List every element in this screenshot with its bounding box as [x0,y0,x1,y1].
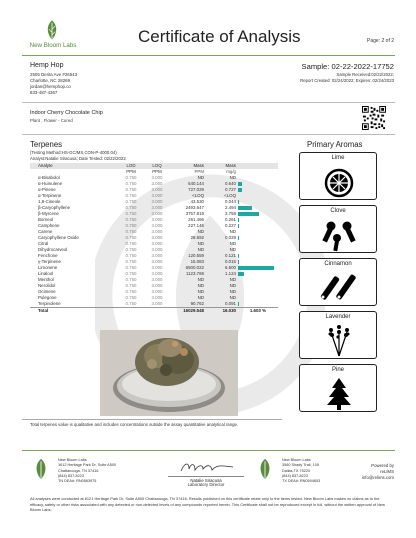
client-address-line1: 2505 Derita Ave #26543 [30,72,78,77]
analyte-mass-ppm: 120.559 [188,253,204,258]
analyte-name: 1,8-Cineole [38,199,61,204]
powered-by [362,463,394,481]
clove-icon [319,216,359,252]
aroma-label: Clove [330,208,346,214]
analyte-lod: 0.750 [125,235,137,240]
lab1-address [58,458,116,484]
analyte-mass-mgg: ND [229,229,236,234]
client-email: jordan@hemphop.co [30,84,71,89]
analyte-mass-ppm: 6500.022 [185,265,204,270]
analyte-name: Fenchone [38,253,58,258]
analyte-lod: 0.750 [125,181,137,186]
analyte-mass-mgg: 0.121 [225,253,236,258]
signatory-title: Laboratory Director [187,482,225,487]
aroma-label: Pine [331,367,344,373]
analyte-mass-ppm: ND [197,295,204,300]
analyte-loq: 3.000 [151,271,163,276]
aroma-card-lavender [299,311,377,359]
analyte-mass-mgg: 1.124 [225,271,236,276]
analyte-loq: 3.000 [151,187,163,192]
analyte-lod: 0.750 [125,193,137,198]
lab2-name: New Bloom Labs [282,458,311,462]
terpenes-table [30,163,278,313]
terpenes-disclaimer: Total terpenes value is qualitative and includes concentrations outside the assay quantitative analytical range. [30,422,239,427]
analyte-lod: 0.750 [125,271,137,276]
concentration-bar [238,254,239,258]
qr-code-icon[interactable] [362,106,386,130]
analyte-name: Ocimene [38,289,56,294]
concentration-bar [238,218,239,222]
analyte-mass-ppm: 43.530 [190,199,204,204]
analyte-lod: 0.750 [125,289,137,294]
analyte-name: α-Humulene [38,181,63,186]
analyte-lod: 0.750 [125,277,137,282]
logo-text: New Bloom Labs [29,42,77,49]
analyte-name: Limonene [38,265,58,270]
analyte-lod: 0.750 [125,301,137,306]
aroma-card-lime [299,152,377,200]
analyte-name: α-Bisabolol [38,175,60,180]
aroma-label: Cinnamon [324,261,352,267]
analyte-lod: 0.750 [125,283,137,288]
sample-id: Sample: 02-22-2022-17752 [301,62,394,71]
lime-icon [319,163,359,199]
analyte-mass-ppm: 640.144 [188,181,204,186]
analyte-loq: 3.000 [151,217,163,222]
analyte-loq: 3.000 [151,295,163,300]
footer-divider [22,450,395,451]
total-label: Total [38,308,49,313]
analyte-mass-mgg: 0.015 [225,259,236,264]
footer-logo-icon [254,458,276,480]
footer-logo-icon [30,458,52,480]
total-percent: 1.603 % [249,308,266,313]
col-mass-mgg: Mass [225,163,236,168]
analyte-loq: 3.000 [151,229,163,234]
aroma-label: Lime [331,155,345,161]
analyte-mass-mgg: ND [229,175,236,180]
signatory-name: Natalie Siracusa [168,476,244,483]
analyte-name: Terpinolene [38,301,61,306]
analyte-mass-mgg: ND [229,241,236,246]
analyte-mass-mgg: 0.029 [225,235,236,240]
analyte-name: Citral [38,241,49,246]
concentration-bar [238,206,252,210]
analyte-lod: 0.750 [125,217,137,222]
section-divider [22,102,395,103]
sample-received: Sample Received:02/22/2022; [336,72,394,77]
col-lod: LOD [126,163,136,168]
table-body [30,175,278,307]
terpenes-title: Terpenes [30,140,63,149]
testing-method: (Testing Method:HS-GC/MS,CON-P-4000.04) [30,150,117,155]
analyte-name: Caryophyllene Oxide [38,235,79,240]
analyte-mass-ppm: ND [197,247,204,252]
product-type: Plant , Flower - Cured [30,118,73,123]
analyte-mass-mgg: 0.044 [225,199,236,204]
powered-name: reLIMS [380,469,394,474]
company-logo [22,19,82,51]
analyte-lod: 0.750 [125,229,137,234]
col-analyte: Analyte [38,163,53,168]
concentration-bar [238,272,244,276]
analyte-mass-mgg: 2.494 [225,205,236,210]
analyte-name: Borneol [38,217,54,222]
analyte-mass-mgg: 6.500 [225,265,236,270]
client-phone: 833-487-4367 [30,90,58,95]
lab2-address [282,458,320,484]
analyte-loq: 3.000 [151,175,163,180]
analyte-mass-ppm: 15.083 [190,259,204,264]
legal-disclaimer: All analyses were conducted at 6121 Heritage Park Dr, Suite A500 Chattanooga, TN 37416. Results published on this certificate relate only to the items tested. New Bloom Labs makes no claims as to the efficacy, safety or other risks associated with any detected or non-detected levels of any compounds reported herein. This Certificate shall not be reproduced except in full, without the written approval of New Bloom Labs. [30,496,385,513]
lavender-icon [319,322,359,358]
unit-loq: PPM [152,169,162,174]
lab1-license: TN DEA#: RN0563975 [58,479,97,484]
unit-mass2: mg/g [226,169,236,174]
powered-email[interactable]: info@relims.com [361,475,394,480]
col-mass-ppm: Mass [193,163,204,168]
unit-mass: PPM [194,169,204,174]
aroma-card-cinnamon [299,258,377,306]
analyte-loq: 3.000 [151,205,163,210]
analyte-mass-mgg: 0.261 [225,217,236,222]
analyte-lod: 0.750 [125,175,137,180]
analyte-name: Carene [38,229,53,234]
lab2-license: TX DEA#: RN0594653 [282,479,321,484]
analyte-mass-ppm: ND [197,289,204,294]
client-address-line2: Charlotte, NC 28269 [30,78,71,83]
concentration-bar [238,260,239,264]
page-number: Page: 2 of 2 [367,38,394,44]
col-loq: LOQ [152,163,162,168]
analyte-mass-ppm: 90.762 [190,301,204,306]
concentration-bar [238,212,259,216]
client-name: Hemp Hop [30,62,64,69]
analyte-lod: 0.750 [125,211,137,216]
analyte-mass-mgg: 0.640 [225,181,236,186]
analyst-info: Analyst:Natalie Siracusa; Date Tested: 02/22/2022 [30,156,126,161]
lab2-street: 3560 Shady Trail, 105 [282,463,319,468]
analyte-mass-mgg: ND [229,289,236,294]
concentration-bar [238,236,239,240]
analyte-mass-ppm: ND [197,277,204,282]
lab2-city: Dallas,TX 75220 [282,468,311,473]
analyte-loq: 3.000 [151,247,163,252]
analyte-name: β-Caryophyllene [38,205,71,210]
analyte-loq: 3.000 [151,277,163,282]
analyte-mass-mgg: 0.227 [225,223,236,228]
header-divider [22,55,395,56]
analyte-loq: 3.000 [151,241,163,246]
aroma-card-pine [299,364,377,412]
product-photo [100,330,238,416]
analyte-mass-ppm: 727.029 [188,187,204,192]
analyte-lod: 0.750 [125,247,137,252]
concentration-bar [238,224,239,228]
analyte-loq: 3.000 [151,235,163,240]
aroma-label: Lavender [325,314,351,320]
analyte-mass-ppm: 3757.819 [185,211,204,216]
lab1-city: Chattanooga, TN 37416 [58,468,99,473]
analyte-mass-ppm: <LOQ [192,193,204,198]
aroma-card-clove [299,205,377,253]
analyte-name: Menthol [38,277,54,282]
analyte-loq: 3.000 [151,253,163,258]
analyte-name: β-Myrcene [38,211,59,216]
analyte-loq: 3.000 [151,283,163,288]
lab1-phone: (844) 837-8223 [58,473,84,478]
analyte-mass-ppm: ND [197,229,204,234]
analyte-loq: 3.000 [151,223,163,228]
analyte-mass-ppm: 261.466 [188,217,204,222]
lab1-name: New Bloom Labs [58,458,87,462]
analyte-loq: 3.000 [151,301,163,306]
powered-label: Powered by [371,463,394,468]
analyte-loq: 3.000 [151,199,163,204]
analyte-loq: 3.000 [151,289,163,294]
page-title: Certificate of Analysis [138,27,301,46]
concentration-bar [238,182,242,186]
concentration-bar [238,302,239,306]
aromas-title: Primary Aromas [307,140,363,149]
analyte-mass-ppm: 227.146 [188,223,204,228]
analyte-name: Pulegone [38,295,57,300]
table-total-row [30,307,278,313]
analyte-name: Camphene [38,223,60,228]
analyte-mass-mgg: ND [229,277,236,282]
analyte-lod: 0.750 [125,205,137,210]
analyte-name: α-Pinene [38,187,56,192]
analyte-lod: 0.750 [125,253,137,258]
analyte-name: Dihydrocarveol [38,247,68,252]
concentration-bar [238,266,274,270]
concentration-bar [238,200,239,204]
analyte-loq: 3.000 [151,193,163,198]
analyte-lod: 0.750 [125,223,137,228]
analyte-loq: 3.000 [151,181,163,186]
analyte-name: γ-Terpinene [38,259,61,264]
analyte-mass-ppm: 28.592 [190,235,204,240]
section-divider [22,134,395,135]
analyte-mass-mgg: 3.758 [225,211,236,216]
analyte-mass-mgg: 0.727 [225,187,236,192]
analyte-mass-ppm: 2493.647 [185,205,204,210]
table-divider [22,419,282,420]
analyte-loq: 3.000 [151,211,163,216]
analyte-lod: 0.750 [125,199,137,204]
analyte-lod: 0.750 [125,265,137,270]
analyte-mass-mgg: 0.091 [225,301,236,306]
analyte-name: Linalool [38,271,54,276]
lab2-phone: (844) 837-8223 [282,473,308,478]
unit-lod: PPM [126,169,136,174]
total-mass2: 16.030 [222,308,236,313]
pine-icon [319,375,359,411]
analyte-lod: 0.750 [125,187,137,192]
analyte-mass-ppm: ND [197,241,204,246]
concentration-bar [238,188,242,192]
lab1-street: 1612 Heritage Park Dr, Suite A500 [58,463,117,468]
report-dates: Report Created: 02/24/2022; Expires: 02/24/2023 [300,78,394,83]
analyte-lod: 0.750 [125,241,137,246]
analyte-lod: 0.750 [125,259,137,264]
leaf-logo-icon [44,19,60,41]
analyte-loq: 3.000 [151,265,163,270]
analyte-name: α-Terpinene [38,193,62,198]
analyte-mass-ppm: ND [197,283,204,288]
total-mass: 16029.548 [183,308,204,313]
analyte-lod: 0.750 [125,295,137,300]
analyte-mass-mgg: ND [229,247,236,252]
analyte-mass-ppm: 1123.769 [186,271,204,276]
cinnamon-icon [319,269,359,305]
analyte-mass-mgg: <LOQ [224,193,236,198]
product-name: Indoor Cherry Chocolate Chip [30,110,103,116]
analyte-mass-mgg: ND [229,295,236,300]
analyte-name: Nerolidol [38,283,56,288]
analyte-loq: 3.000 [151,259,163,264]
analyte-mass-ppm: ND [197,175,204,180]
signature-image [177,460,237,474]
analyte-mass-mgg: ND [229,283,236,288]
